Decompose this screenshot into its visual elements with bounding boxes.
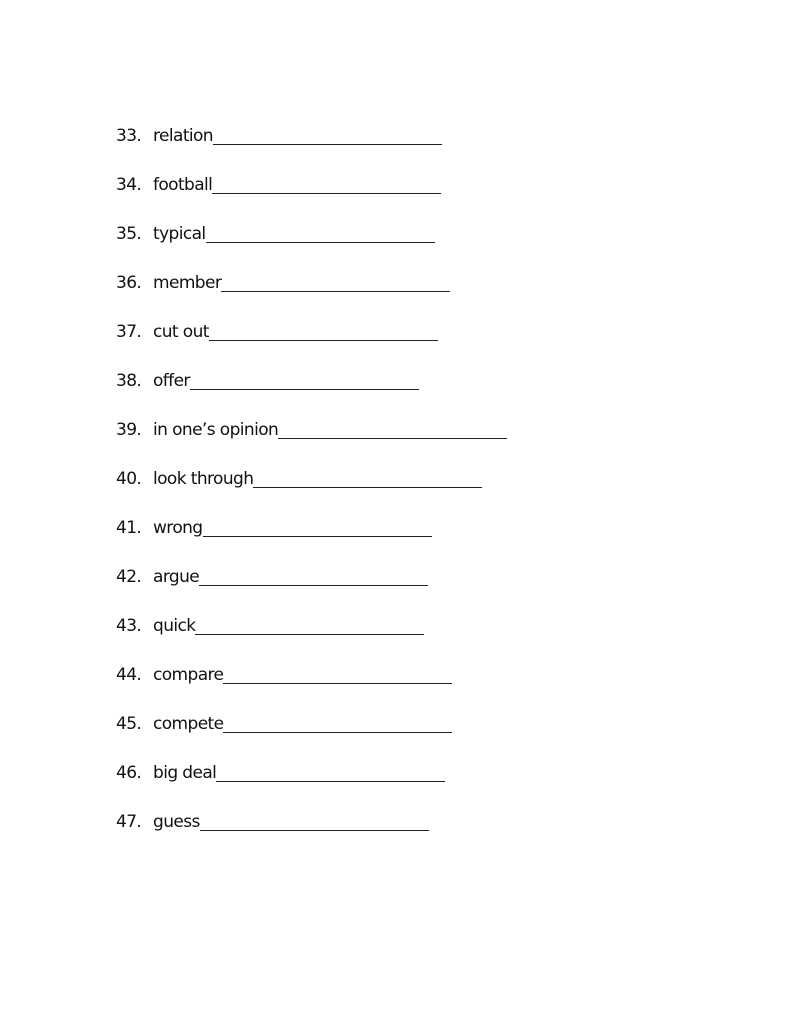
worksheet-item-35 (116, 196, 756, 245)
worksheet-item-36 (116, 245, 756, 294)
answer-blank[interactable] (216, 765, 445, 782)
worksheet-item-39 (116, 392, 756, 441)
answer-blank[interactable] (278, 422, 507, 439)
item-number: 40. (116, 469, 142, 489)
item-word: wrong (153, 518, 203, 538)
item-word: typical (153, 224, 206, 244)
item-number: 37. (116, 322, 142, 342)
worksheet-item-44 (116, 637, 756, 686)
answer-blank[interactable] (213, 128, 442, 145)
item-word: compare (153, 665, 224, 685)
item-word: look through (153, 469, 254, 489)
answer-blank[interactable] (190, 373, 419, 390)
item-word: in one’s opinion (153, 420, 279, 440)
answer-blank[interactable] (199, 569, 428, 586)
worksheet-item-47 (116, 784, 756, 833)
item-number: 43. (116, 616, 142, 636)
item-number: 47. (116, 812, 142, 832)
worksheet-item-33 (116, 98, 756, 147)
item-number: 36. (116, 273, 142, 293)
item-word: member (153, 273, 222, 293)
item-word: football (153, 175, 213, 195)
answer-blank[interactable] (209, 324, 438, 341)
answer-blank[interactable] (253, 471, 482, 488)
item-number: 33. (116, 126, 142, 146)
item-word: quick (153, 616, 196, 636)
item-word: offer (153, 371, 190, 391)
answer-blank[interactable] (195, 618, 424, 635)
item-number: 39. (116, 420, 142, 440)
item-number: 44. (116, 665, 142, 685)
item-number: 45. (116, 714, 142, 734)
worksheet-item-46 (116, 735, 756, 784)
item-number: 35. (116, 224, 142, 244)
vocabulary-worksheet (116, 98, 756, 833)
item-number: 42. (116, 567, 142, 587)
item-word: guess (153, 812, 200, 832)
worksheet-item-43 (116, 588, 756, 637)
answer-blank[interactable] (203, 520, 432, 537)
item-word: compete (153, 714, 224, 734)
item-word: argue (153, 567, 200, 587)
worksheet-item-41 (116, 490, 756, 539)
worksheet-item-40 (116, 441, 756, 490)
answer-blank[interactable] (212, 177, 441, 194)
worksheet-item-37 (116, 294, 756, 343)
item-word: relation (153, 126, 213, 146)
worksheet-item-38 (116, 343, 756, 392)
answer-blank[interactable] (223, 667, 452, 684)
item-number: 41. (116, 518, 142, 538)
answer-blank[interactable] (206, 226, 435, 243)
worksheet-item-45 (116, 686, 756, 735)
item-word: big deal (153, 763, 217, 783)
item-number: 46. (116, 763, 142, 783)
answer-blank[interactable] (200, 814, 429, 831)
item-number: 34. (116, 175, 142, 195)
worksheet-item-42 (116, 539, 756, 588)
worksheet-item-34 (116, 147, 756, 196)
answer-blank[interactable] (223, 716, 452, 733)
item-number: 38. (116, 371, 142, 391)
answer-blank[interactable] (221, 275, 450, 292)
item-word: cut out (153, 322, 209, 342)
